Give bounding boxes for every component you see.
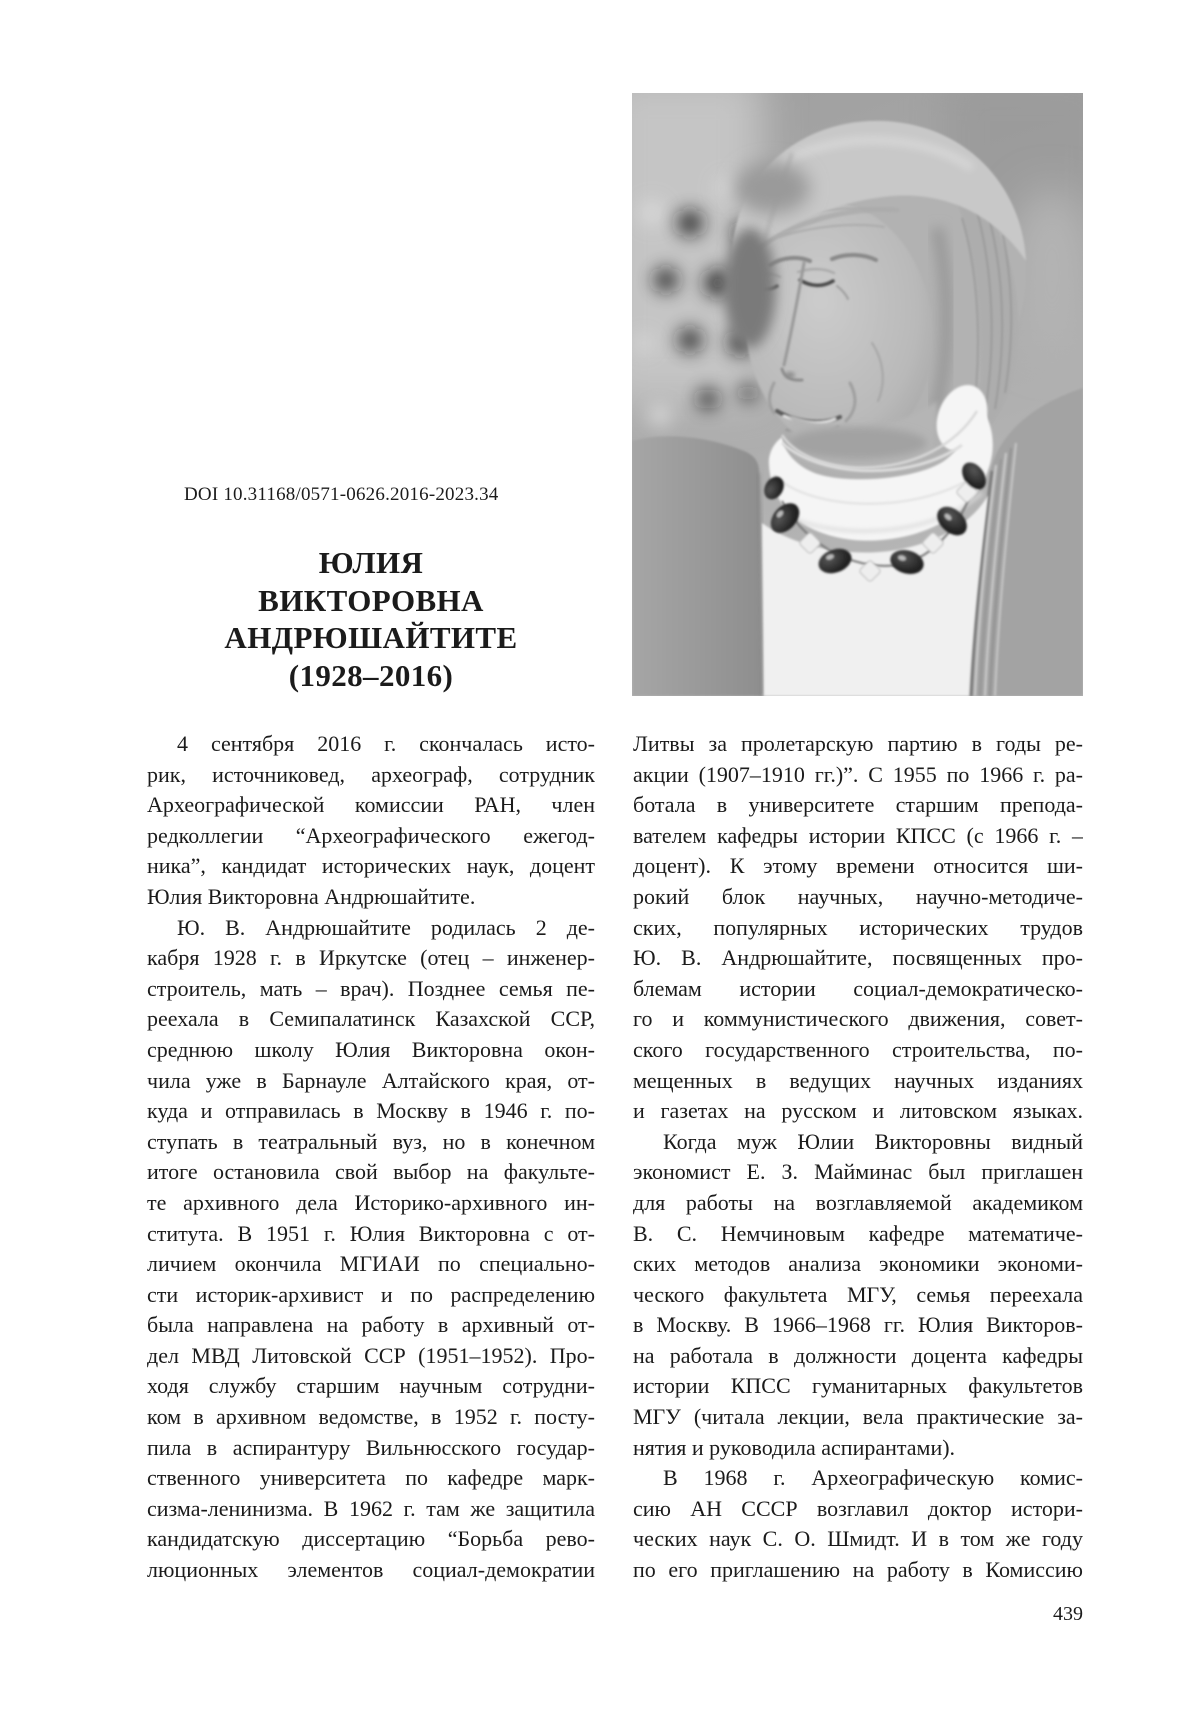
body-text-line: те архивного дела Историко-архивного ин- — [147, 1189, 595, 1215]
body-text-line: куда и отправилась в Москву в 1946 г. по- — [147, 1098, 595, 1124]
body-text-line: доцент). К этому времени относится ши- — [633, 853, 1083, 879]
body-text-line: по его приглашению на работу в Комиссию — [633, 1557, 1083, 1583]
body-text-line: Ю. В. Андрюшайтите родилась 2 де- — [177, 914, 595, 940]
body-text-line: Юлия Викторовна Андрюшайтите. — [147, 883, 476, 909]
text-column-left — [147, 729, 595, 1586]
body-text-line: В 1968 г. Археографическую комис- — [663, 1465, 1083, 1491]
body-text-line: ботала в университете старшим препода- — [633, 792, 1083, 818]
body-text-line: кабря 1928 г. в Иркутске (отец – инженер- — [147, 945, 595, 971]
body-text-line: дел МВД Литовской ССР (1951–1952). Про- — [147, 1342, 595, 1368]
body-text-line: ходя службу старшим научным сотрудни- — [147, 1373, 595, 1399]
body-text-line: го и коммунистического движения, совет- — [633, 1006, 1083, 1032]
body-text-line: сию АН СССР возглавил доктор истори- — [633, 1495, 1083, 1521]
body-text-line: Литвы за пролетарскую партию в годы ре- — [633, 731, 1083, 756]
body-text-line: строитель, мать – врач). Позднее семья пе- — [147, 975, 595, 1001]
body-text-line: ских методов анализа экономики экономи- — [633, 1251, 1083, 1277]
page-number: 439 — [1053, 1603, 1083, 1625]
body-text-line: кандидатскую диссертацию “Борьба рево- — [147, 1526, 595, 1552]
text-column-right — [633, 729, 1083, 1586]
body-text-line: личием окончила МГИАИ по специально- — [147, 1251, 595, 1277]
body-text-line: в Москву. В 1966–1968 гг. Юлия Викторов- — [633, 1312, 1083, 1338]
body-text-line: нятия и руководила аспирантами). — [633, 1434, 956, 1460]
body-text-line: 4 сентября 2016 г. скончалась исто- — [177, 731, 595, 756]
body-text-line: акции (1907–1910 гг.)”. С 1955 по 1966 г. ра- — [633, 761, 1083, 787]
body-text-line: ститута. В 1951 г. Юлия Викторовна с от- — [147, 1220, 595, 1246]
body-text-line: на работала в должности доцента кафедры — [633, 1342, 1083, 1368]
body-text-line: ского государственного строительства, по- — [633, 1036, 1083, 1062]
body-text-line: ком в архивном ведомстве, в 1952 г. посту- — [147, 1404, 595, 1430]
portrait-photo — [632, 93, 1083, 696]
title-line: АНДРЮШАЙТИТЕ — [224, 620, 518, 656]
body-text-line: итоге остановила свой выбор на факульте- — [147, 1159, 595, 1185]
body-text-line: МГУ (читала лекции, вела практические за- — [633, 1404, 1083, 1430]
body-text-line: ческого факультета МГУ, семья переехала — [633, 1281, 1083, 1307]
body-text-line: мещенных в ведущих научных изданиях — [633, 1067, 1083, 1093]
body-text-line: редколлегии “Археографического ежегод- — [147, 822, 595, 848]
body-text-line: вателем кафедры истории КПСС (с 1966 г. – — [633, 822, 1083, 848]
body-text-line: и газетах на русском и литовском языках. — [633, 1098, 1083, 1124]
body-text-line: была направлена на работу в архивный от- — [147, 1312, 595, 1338]
body-text-line: Археографической комиссии РАН, член — [147, 792, 595, 818]
body-text-line: реехала в Семипалатинск Казахской ССР, — [147, 1006, 595, 1032]
title-line: (1928–2016) — [288, 658, 454, 694]
body-text-line: для работы на возглавляемой академиком — [633, 1189, 1083, 1215]
body-text-line: Когда муж Юлии Викторовны видный — [663, 1128, 1083, 1154]
body-text-line: среднюю школу Юлия Викторовна окон- — [147, 1036, 595, 1062]
body-text-line: рик, источниковед, археограф, сотрудник — [147, 761, 595, 787]
body-text-line: ских, популярных исторических трудов — [633, 914, 1083, 940]
body-text-line: ческих наук С. О. Шмидт. И в том же году — [633, 1526, 1083, 1552]
body-text-line: ступать в театральный вуз, но в конечном — [147, 1128, 595, 1154]
body-text-line: ника”, кандидат исторических наук, доцент — [147, 853, 595, 879]
portrait-photo-graphic — [632, 93, 1083, 696]
body-text-line: пила в аспирантуру Вильнюсского государ- — [147, 1434, 595, 1460]
doi-line: DOI 10.31168/0571-0626.2016-2023.34 — [184, 484, 499, 505]
body-text-line: истории КПСС гуманитарных факультетов — [633, 1373, 1083, 1399]
body-text-line: блемам истории социал-демократическо- — [633, 975, 1083, 1001]
body-text-line: люционных элементов социал-демократии — [147, 1557, 595, 1583]
body-text-line: чила уже в Барнауле Алтайского края, от- — [147, 1067, 595, 1093]
body-text-line: В. С. Немчиновым кафедре математиче- — [633, 1220, 1083, 1246]
body-text-line: сизма-ленинизма. В 1962 г. там же защитила — [147, 1495, 595, 1521]
title-line: ВИКТОРОВНА — [258, 582, 484, 618]
body-text-line: рокий блок научных, научно-методиче- — [633, 883, 1083, 909]
body-text-line: ственного университета по кафедре марк- — [147, 1465, 595, 1491]
article-title — [147, 544, 595, 695]
title-line: ЮЛИЯ — [318, 545, 424, 580]
body-text-line: Ю. В. Андрюшайтите, посвященных про- — [633, 945, 1083, 971]
body-text-line: экономист Е. З. Майминас был приглашен — [633, 1159, 1083, 1185]
body-text-line: сти историк-архивист и по распределению — [147, 1281, 595, 1307]
